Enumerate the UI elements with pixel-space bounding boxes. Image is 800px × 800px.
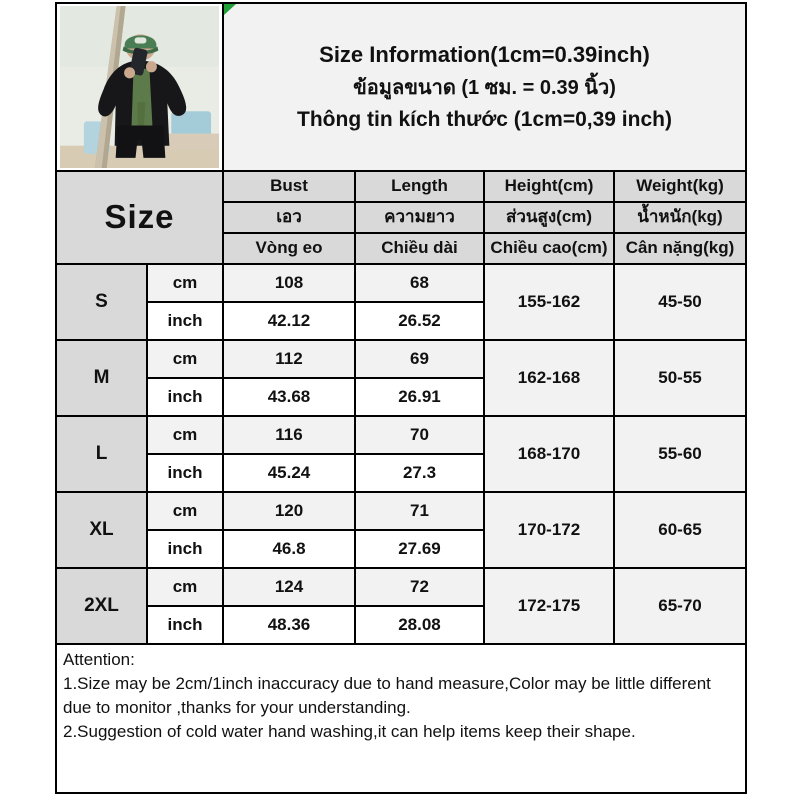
title-th: ข้อมูลขนาด (1 ซม. = 0.39 นิ้ว) xyxy=(353,76,616,99)
bust-inch-value: 48.36 xyxy=(224,607,354,643)
col-header-weight-th: น้ำหนัก(kg) xyxy=(615,203,745,232)
unit-label-cm: cm xyxy=(148,265,222,301)
unit-label-cm: cm xyxy=(148,341,222,377)
length-inch-value: 26.91 xyxy=(356,379,483,415)
height-value: 172-175 xyxy=(485,569,613,643)
col-header-bust-en: Bust xyxy=(224,172,354,201)
title-en: Size Information(1cm=0.39inch) xyxy=(319,42,650,68)
corner-marker-icon xyxy=(224,4,236,15)
photo-hand-right xyxy=(146,61,157,72)
bust-cm-value: 112 xyxy=(224,341,354,377)
length-cm-value: 72 xyxy=(356,569,483,605)
col-header-length-vi: Chiều dài xyxy=(356,234,483,263)
bust-cm-value: 124 xyxy=(224,569,354,605)
length-cm-value: 71 xyxy=(356,493,483,529)
col-header-bust-vi: Vòng eo xyxy=(224,234,354,263)
bust-cm-value: 120 xyxy=(224,493,354,529)
col-header-length-th: ความยาว xyxy=(356,203,483,232)
size-label: S xyxy=(57,265,146,339)
height-value: 170-172 xyxy=(485,493,613,567)
col-header-height-en: Height(cm) xyxy=(485,172,613,201)
unit-label-cm: cm xyxy=(148,569,222,605)
bust-cm-value: 108 xyxy=(224,265,354,301)
weight-value: 60-65 xyxy=(615,493,745,567)
height-value: 162-168 xyxy=(485,341,613,415)
height-value: 168-170 xyxy=(485,417,613,491)
unit-label-cm: cm xyxy=(148,493,222,529)
length-cm-value: 70 xyxy=(356,417,483,453)
weight-value: 50-55 xyxy=(615,341,745,415)
attention-note-2: 2.Suggestion of cold water hand washing,it can help items keep their shape. xyxy=(63,722,636,742)
title-cell xyxy=(224,4,745,170)
size-chart-table xyxy=(55,2,747,645)
bust-inch-value: 45.24 xyxy=(224,455,354,491)
unit-label-inch: inch xyxy=(148,379,222,415)
bust-inch-value: 43.68 xyxy=(224,379,354,415)
weight-value: 45-50 xyxy=(615,265,745,339)
unit-label-inch: inch xyxy=(148,455,222,491)
length-cm-value: 69 xyxy=(356,341,483,377)
size-chart-sheet xyxy=(55,2,747,794)
col-header-height-vi: Chiều cao(cm) xyxy=(485,234,613,263)
length-inch-value: 26.52 xyxy=(356,303,483,339)
height-value: 155-162 xyxy=(485,265,613,339)
attention-note-1: 1.Size may be 2cm/1inch inaccuracy due to hand measure,Color may be little different due to monitor ,thanks for your understanding. xyxy=(63,674,711,718)
size-label: M xyxy=(57,341,146,415)
unit-label-inch: inch xyxy=(148,607,222,643)
length-inch-value: 28.08 xyxy=(356,607,483,643)
size-label: L xyxy=(57,417,146,491)
length-inch-value: 27.69 xyxy=(356,531,483,567)
attention-box xyxy=(55,645,747,794)
unit-label-inch: inch xyxy=(148,303,222,339)
unit-label-inch: inch xyxy=(148,531,222,567)
attention-heading: Attention: xyxy=(63,650,135,669)
col-header-height-th: ส่วนสูง(cm) xyxy=(485,203,613,232)
weight-value: 65-70 xyxy=(615,569,745,643)
size-label: XL xyxy=(57,493,146,567)
bust-inch-value: 42.12 xyxy=(224,303,354,339)
product-photo-cell xyxy=(57,4,222,170)
bust-inch-value: 46.8 xyxy=(224,531,354,567)
title-vi: Thông tin kích thước (1cm=0,39 inch) xyxy=(297,107,672,131)
length-inch-value: 27.3 xyxy=(356,455,483,491)
weight-value: 55-60 xyxy=(615,417,745,491)
col-header-weight-vi: Cân nặng(kg) xyxy=(615,234,745,263)
photo-cap-logo xyxy=(135,37,147,43)
photo-hand-left xyxy=(124,67,135,78)
col-header-weight-en: Weight(kg) xyxy=(615,172,745,201)
size-header-cell: Size xyxy=(57,172,222,263)
size-label: 2XL xyxy=(57,569,146,643)
col-header-bust-th: เอว xyxy=(224,203,354,232)
col-header-length-en: Length xyxy=(356,172,483,201)
unit-label-cm: cm xyxy=(148,417,222,453)
bust-cm-value: 116 xyxy=(224,417,354,453)
length-cm-value: 68 xyxy=(356,265,483,301)
product-photo xyxy=(60,6,219,168)
